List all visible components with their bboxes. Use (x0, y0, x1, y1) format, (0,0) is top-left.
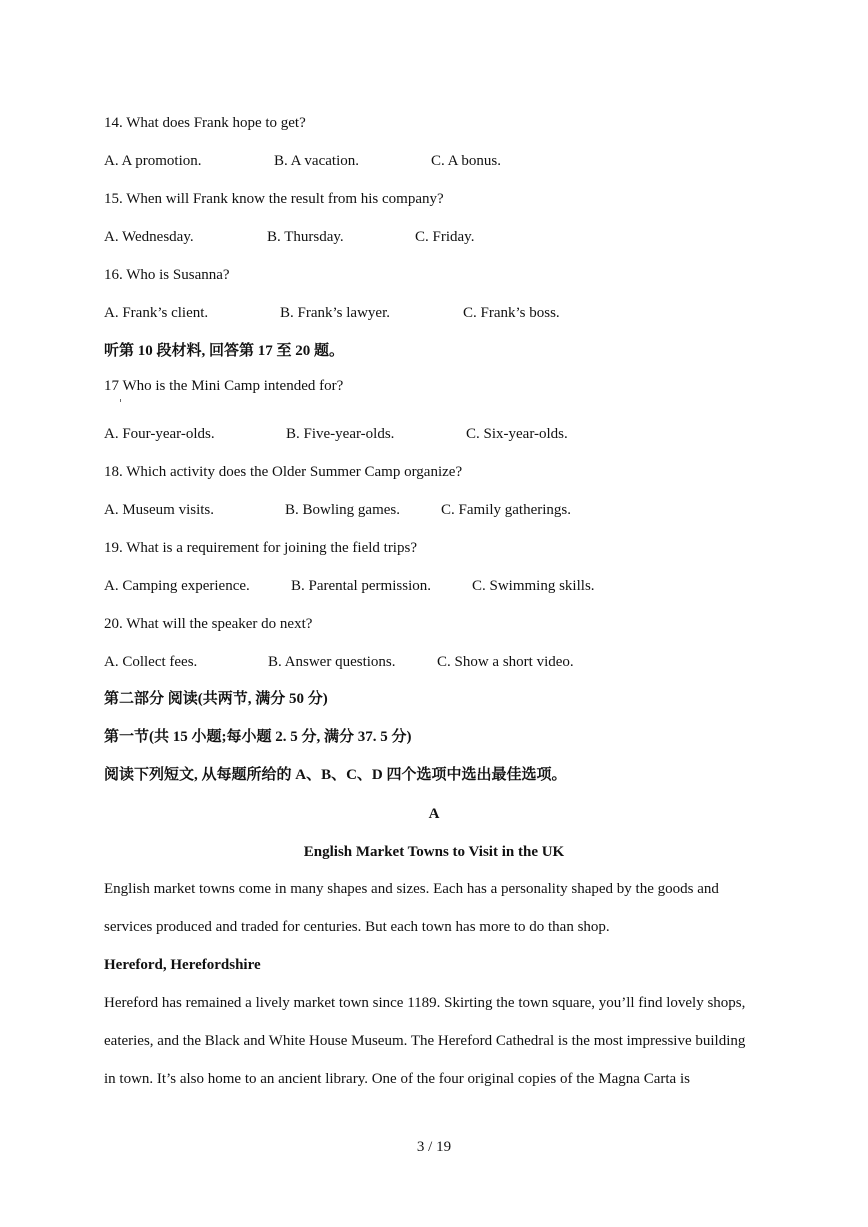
q18-option-c: C. Family gatherings. (441, 502, 571, 518)
q15-option-a: A. Wednesday. (104, 229, 194, 245)
passage-title: English Market Towns to Visit in the UK (303, 844, 565, 860)
q17-option-b: B. Five-year-olds. (286, 426, 395, 442)
passage-subheading: Hereford, Herefordshire (104, 957, 261, 973)
q14-option-a: A. A promotion. (104, 153, 202, 169)
question-20: 20. What will the speaker do next? (104, 616, 313, 632)
passage-label: A (428, 806, 440, 822)
q17-option-a: A. Four-year-olds. (104, 426, 215, 442)
q18-option-a: A. Museum visits. (104, 502, 215, 518)
scan-mark (120, 399, 121, 402)
q20-option-b: B. Answer questions. (268, 654, 396, 670)
q14-option-b: B. A vacation. (274, 153, 359, 169)
question-14: 14. What does Frank hope to get? (104, 115, 306, 131)
section-1-heading: 第一节(共 15 小题;每小题 2. 5 分, 满分 37. 5 分) (104, 729, 412, 745)
q20-option-a: A. Collect fees. (104, 654, 198, 670)
q19-option-a: A. Camping experience. (104, 578, 250, 594)
question-16: 16. Who is Susanna? (104, 267, 230, 283)
question-19: 19. What is a requirement for joining the field trips? (104, 540, 417, 556)
passage-body-line-3: in town. It’s also home to an ancient library. One of the four original copies of the Magna Carta is (104, 1071, 690, 1087)
q19-option-c: C. Swimming skills. (472, 578, 595, 594)
page-number: 3 / 19 (416, 1139, 452, 1155)
part-2-heading: 第二部分 阅读(共两节, 满分 50 分) (104, 691, 328, 707)
q14-option-c: C. A bonus. (431, 153, 502, 169)
section-10-heading: 听第 10 段材料, 回答第 17 至 20 题。 (104, 343, 345, 359)
q20-option-c: C. Show a short video. (437, 654, 574, 670)
q16-option-a: A. Frank’s client. (104, 305, 209, 321)
q19-option-b: B. Parental permission. (291, 578, 431, 594)
reading-instruction: 阅读下列短文, 从每题所给的 A、B、C、D 四个选项中选出最佳选项。 (104, 767, 567, 783)
question-18: 18. Which activity does the Older Summer Camp organize? (104, 464, 463, 480)
q16-option-c: C. Frank’s boss. (463, 305, 560, 321)
q15-option-c: C. Friday. (415, 229, 475, 245)
question-17: 17 Who is the Mini Camp intended for? (104, 378, 344, 394)
q16-option-b: B. Frank’s lawyer. (280, 305, 390, 321)
passage-intro-line-1: English market towns come in many shapes and sizes. Each has a personality shaped by the goods and (104, 881, 719, 897)
q15-option-b: B. Thursday. (267, 229, 344, 245)
passage-body-line-1: Hereford has remained a lively market town since 1189. Skirting the town square, you’ll find lovely shops, (104, 995, 746, 1011)
passage-body-line-2: eateries, and the Black and White House Museum. The Hereford Cathedral is the most impressive building (104, 1033, 746, 1049)
q18-option-b: B. Bowling games. (285, 502, 400, 518)
passage-intro-line-2: services produced and traded for centuries. But each town has more to do than shop. (104, 919, 610, 935)
question-15: 15. When will Frank know the result from his company? (104, 191, 444, 207)
q17-option-c: C. Six-year-olds. (466, 426, 568, 442)
